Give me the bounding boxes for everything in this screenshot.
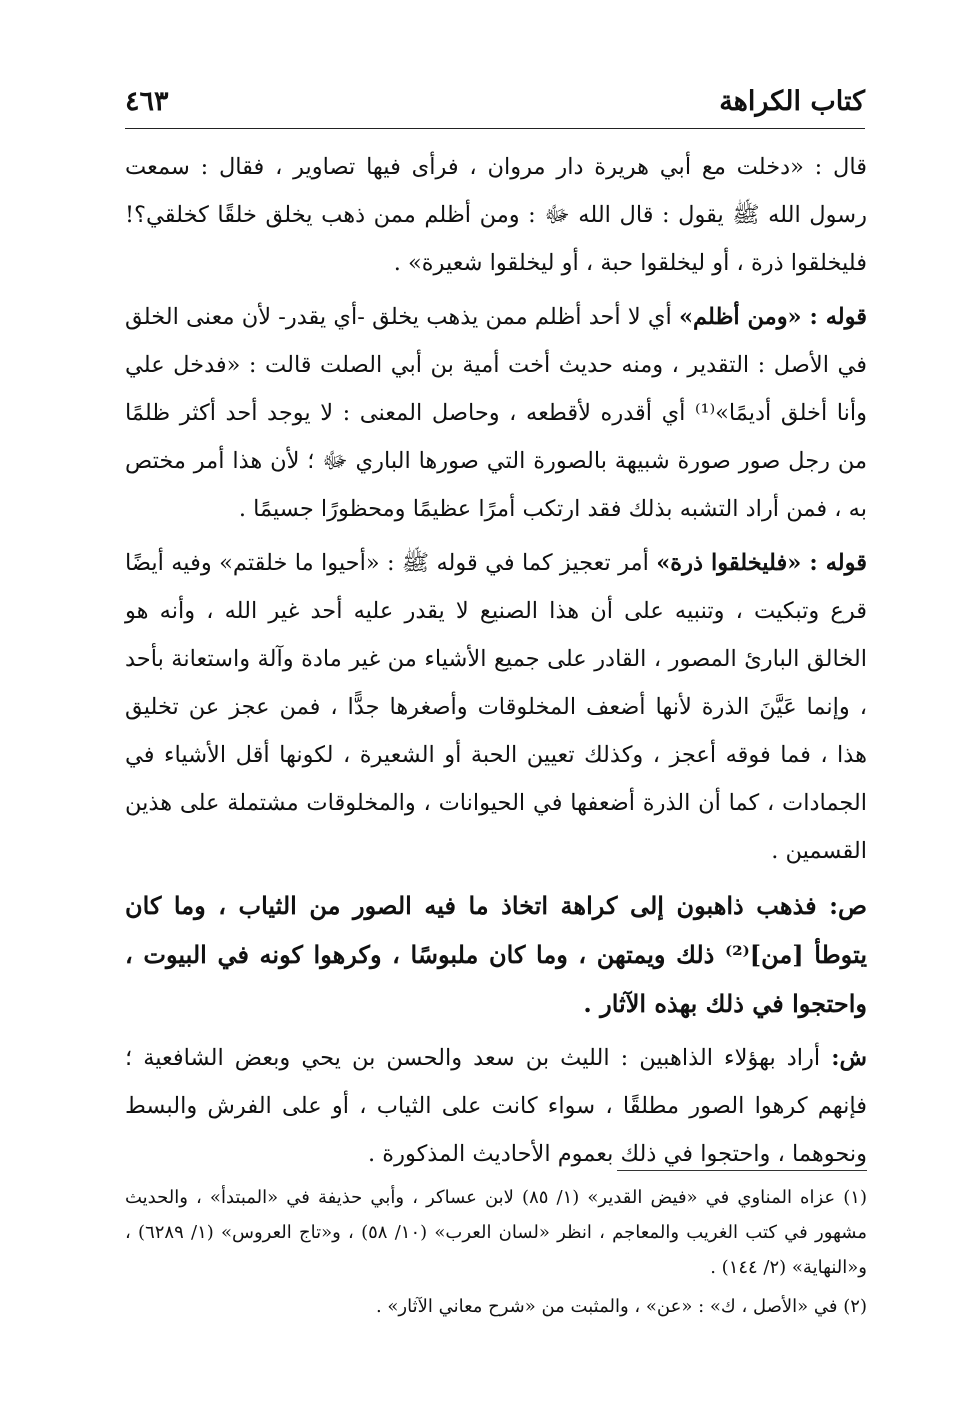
chapter-title: كتاب الكراهة bbox=[719, 86, 865, 117]
paragraph-text: قال : «دخلت مع أبي هريرة دار مروان ، فرأى فيها تصاوير ، فقال : سمعت رسول الله ﷺ يقول : قال الله ﷻ : ومن أظلم ممن ذهب يخلق خلقًا كخلقي؟! فليخلقوا ذرة ، أو ليخلقوا حبة ، أو ليخلقوا شعيرة» . bbox=[125, 154, 867, 276]
main-text bbox=[125, 143, 867, 1184]
header-rule bbox=[125, 128, 865, 129]
footnotes bbox=[125, 1180, 867, 1328]
footnote-marker: (٢) bbox=[843, 1296, 867, 1317]
footnote-marker: (١) bbox=[843, 1187, 867, 1208]
paragraph-main-text bbox=[125, 881, 867, 1028]
footnote-text: في «الأصل ، ك» : «عن» ، والمثبت من «شرح معاني الآثار» . bbox=[375, 1296, 838, 1317]
footnote-2 bbox=[125, 1289, 867, 1324]
paragraph-commentary-1 bbox=[125, 293, 867, 533]
paragraph-lead: قوله : «ومن أظلم» bbox=[678, 304, 868, 330]
paragraph-text: فذهب ذاهبون إلى كراهة اتخاذ ما فيه الصور من الثياب ، وما كان يتوطأ [من]⁽²⁾ ذلك ويمتهن ، وما كان ملبوسًا ، وكرهوا كونه في البيوت ، واحتجوا في ذلك بهذه الآثار . bbox=[125, 891, 868, 1018]
paragraph-lead: ص: bbox=[829, 891, 867, 920]
footnote-1 bbox=[125, 1180, 867, 1285]
paragraph-commentary-2 bbox=[125, 539, 867, 875]
footnote-text: عزاه المناوي في «فيض القدير» (١/ ٨٥) لابن عساكر ، وأبي حذيفة في «المبتدأ» ، والحديث مشهور في كتب الغريب والمعاجم ، انظر «لسان العرب» (١٠/ ٥٨) ، و«تاج العروس» (١/ ٦٢٨٩) ، و«النهاية» (٢/ ١٤٤) . bbox=[125, 1187, 868, 1278]
paragraph-explanation bbox=[125, 1034, 867, 1178]
running-header bbox=[125, 78, 865, 122]
paragraph-text: أمر تعجيز كما في قوله ﷺ : «أحيوا ما خلقتم» وفيه أيضًا قرع وتبكيت ، وتنبيه على أن هذا الصنيع لا يقدر عليه أحد غير الله ، وأنه هو الخالق البارئ المصور ، القادر على جميع الأشياء من غير مادة وآلة واستعانة بأحد ، وإنما عَيَّنَ الذرة لأنها أضعف المخلوقات وأصغرها جدًّا ، فمن عجز عن تخليق هذا ، فما فوقه أعجز ، وكذلك تعيين الحبة أو الشعيرة ، لكونها أقل الأشياء في الجمادات ، كما أن الذرة أضعفها في الحيوانات ، والمخلوقات مشتملة على هذين القسمين . bbox=[125, 550, 867, 864]
page-number: ٤٦٣ bbox=[125, 86, 169, 117]
paragraph-text: أراد بهؤلاء الذاهبين : الليث بن سعد والحسن بن يحي وبعض الشافعية ؛ فإنهم كرهوا الصور مطلقًا ، سواء كانت على الثياب ، أو على الفرش والبسط ونحوهما ، واحتجوا في ذلك بعموم الأحاديث المذكورة . bbox=[125, 1045, 867, 1167]
paragraph-text: أي لا أحد أظلم ممن يذهب يخلق -أي يقدر- لأن معنى الخلق في الأصل : التقدير ، ومنه حديث أخت أمية بن أبي الصلت قالت : «فدخل علي وأنا أخلق أديمًا»⁽¹⁾ أي أقدره لأقطعه ، وحاصل المعنى : لا يوجد أحد أكثر ظلمًا من رجل صور صورة شبيهة بالصورة التي صورها الباري ﷻ ؛ لأن هذا أمر مختص به ، فمن أراد التشبه بذلك فقد ارتكب أمرًا عظيمًا ومحظورًا جسيمًا . bbox=[125, 304, 867, 522]
footnote-rule bbox=[617, 1170, 867, 1171]
paragraph-lead: ش: bbox=[831, 1045, 867, 1071]
paragraph-hadith bbox=[125, 143, 867, 287]
paragraph-lead: قوله : «فليخلقوا ذرة» bbox=[656, 550, 868, 576]
